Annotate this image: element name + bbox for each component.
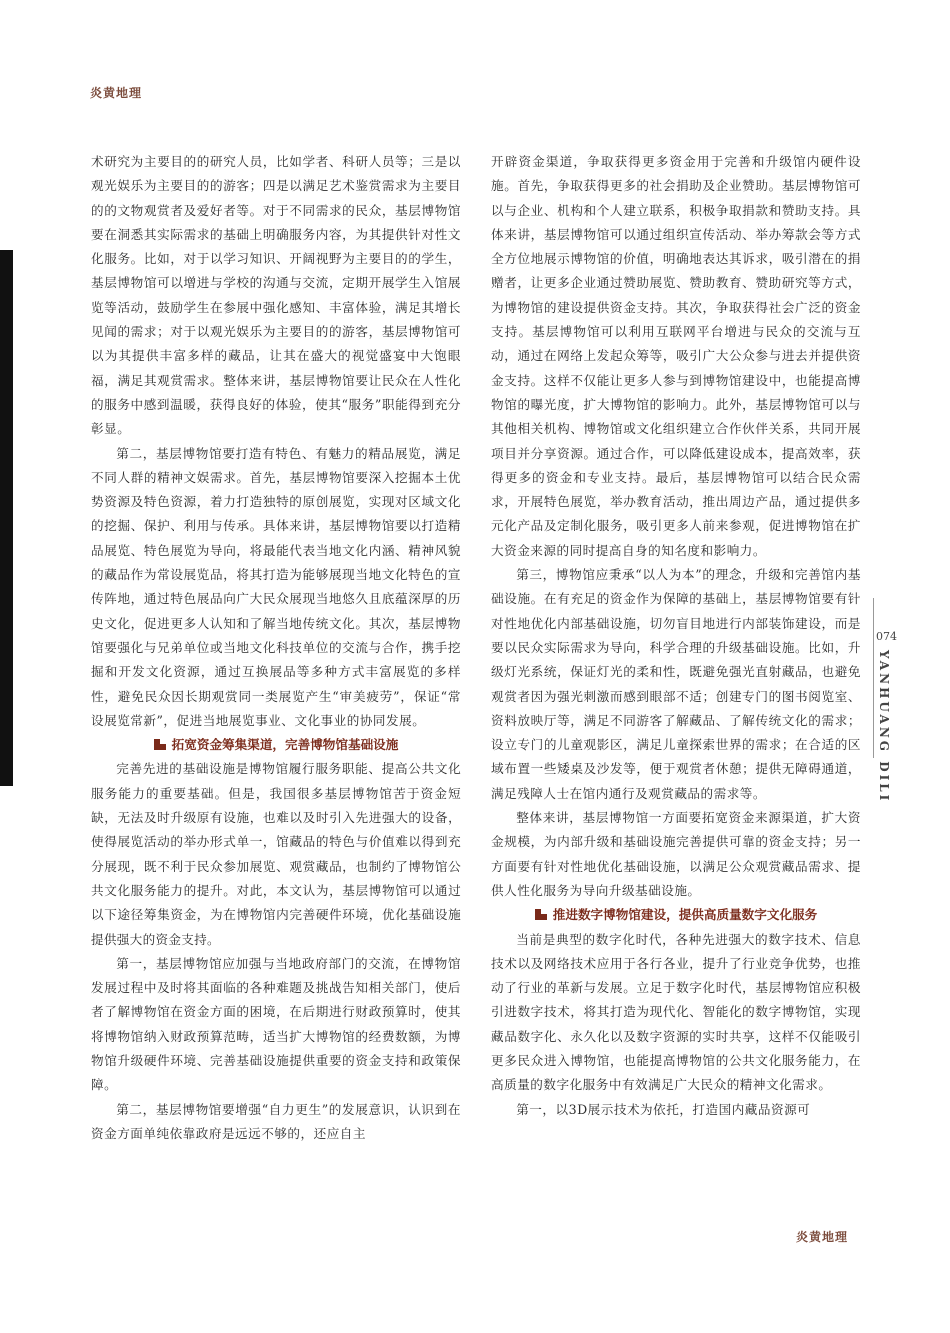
left-column xyxy=(91,150,461,1146)
margin-rule xyxy=(873,598,874,758)
decorative-side-bar xyxy=(0,250,13,786)
section-heading-text: 拓宽资金筹集渠道，完善博物馆基础设施 xyxy=(171,737,399,753)
paragraph: 第二，基层博物馆要打造有特色、有魅力的精品展览，满足不同人群的精神文娱需求。首先，基层博物馆要深入挖掘本土优势资源及特色资源，着力打造独特的原创展览，实现对区域文化的挖掘、保护、利用与传承。具体来讲，基层博物馆要以打造精品展览、特色展览为导向，将最能代表当地文化内涵、精神风貌的藏品作为常设展览品，将其打造为能够展现当地文化特色的宣传阵地，通过特色展品向广大民众展现当地悠久且底蕴深厚的历史文化，促进更多人认知和了解当地传统文化。其次，基层博物馆要强化与兄弟单位或当地文化科技单位的交流与合作，携手挖掘和开发文化资源，通过互换展品等多种方式丰富展览的多样性，避免民众因长期观赏同一类展览产生“审美疲劳”，保证“常设展览常新”，促进当地展览事业、文化事业的协同发展。 xyxy=(91,445,461,728)
running-title: YANHUANG DILI xyxy=(877,650,891,804)
paragraph: 术研究为主要目的的研究人员，比如学者、科研人员等；三是以观光娱乐为主要目的的游客；四是以满足艺术鉴赏需求为主要目的的文物观赏者及爱好者等。对于不同需求的民众，基层博物馆要在洞悉其实际需求的基础上明确服务内容，为其提供针对性文化服务。比如，对于以学习知识、开阔视野为主要目的的学生，基层博物馆可以增进与学校的沟通与交流，定期开展学生入馆展览等活动，鼓励学生在参展中强化感知、丰富体验，满足其增长见闻的需求；对于以观光娱乐为主要目的的游客，基层博物馆可以为其提供丰富多样的藏品，让其在盛大的视觉盛宴中大饱眼福，满足其观赏需求。整体来讲，基层博物馆要让民众在人性化的服务中感到温暖，获得良好的体验，使其“服务”职能得到充分彰显。 xyxy=(91,154,461,437)
header-magazine-title: 炎黄地理 xyxy=(90,86,143,100)
right-column xyxy=(491,150,861,1122)
paragraph: 第三，博物馆应秉承“以人为本”的理念，升级和完善馆内基础设施。在有充足的资金作为保障的基础上，基层博物馆要有针对性地优化内部基础设施，切勿盲目地进行内部装饰建设，而是要以民众实际需求为导向，科学合理的升级基础设施。比如，升级灯光系统，保证灯光的柔和性，既避免强光直射藏品，也避免观赏者因为强光刺激而感到眼部不适；创建专门的图书阅览室、资料放映厅等，满足不同游客了解藏品、了解传统文化的需求；设立专门的儿童观影区，满足儿童探索世界的需求；在合适的区域布置一些矮桌及沙发等，便于观赏者休憩；提供无障碍通道，满足残障人士在馆内通行及观赏藏品的需求等。 xyxy=(491,567,861,801)
section-heading xyxy=(491,903,861,927)
section-heading xyxy=(91,733,461,757)
page-number: 074 xyxy=(876,630,897,643)
section-marker-icon xyxy=(154,739,166,750)
paragraph: 开辟资金渠道，争取获得更多资金用于完善和升级馆内硬件设施。首先，争取获得更多的社会捐助及企业赞助。基层博物馆可以与企业、机构和个人建立联系，积极争取捐款和赞助支持。具体来讲，基层博物馆可以通过组织宣传活动、举办筹款会等方式全方位地展示博物馆的价值，明确地表达其诉求，吸引潜在的捐赠者，让更多企业通过赞助展览、赞助教育、赞助研究等方式，为博物馆的建设提供资金支持。其次，争取获得社会广泛的资金支持。基层博物馆可以利用互联网平台增进与民众的交流与互动，通过在网络上发起众筹等，吸引广大公众参与进去并提供资金支持。这样不仅能让更多人参与到博物馆建设中，也能提高博物馆的曝光度，扩大博物馆的影响力。此外，基层博物馆可以与其他相关机构、博物馆或文化组织建立合作伙伴关系，共同开展项目并分享资源。通过合作，可以降低建设成本，提高效率，获得更多的资金和专业支持。最后，基层博物馆可以结合民众需求，开展特色展览，举办教育活动，推出周边产品，通过提供多元化产品及定制化服务，吸引更多人前来参观，促进博物馆在扩大资金来源的同时提高自身的知名度和影响力。 xyxy=(491,154,861,558)
paragraph: 当前是典型的数字化时代，各种先进强大的数字技术、信息技术以及网络技术应用于各行各业，提升了行业竞争优势，也推动了行业的革新与发展。立足于数字化时代，基层博物馆应积极引进数字技术，将其打造为现代化、智能化的数字博物馆，实现藏品数字化、永久化以及数字资源的实时共享，这样不仅能吸引更多民众进入博物馆，也能提高博物馆的公共文化服务能力，在高质量的数字化服务中有效满足广大民众的精神文化需求。 xyxy=(491,931,861,1093)
section-heading-text: 推进数字博物馆建设，提供高质量数字文化服务 xyxy=(552,907,818,923)
footer-magazine-title: 炎黄地理 xyxy=(796,1230,849,1244)
paragraph: 第一，基层博物馆应加强与当地政府部门的交流，在博物馆发展过程中及时将其面临的各种难题及挑战告知相关部门，使后者了解博物馆在资金方面的困境，在后期进行财政预算时，使其将博物馆纳入财政预算范畴，适当扩大博物馆的经费数额，为博物馆升级硬件环境、完善基础设施提供重要的资金支持和政策保障。 xyxy=(91,955,461,1093)
paragraph: 第一，以3D展示技术为依托，打造国内藏品资源可 xyxy=(516,1101,811,1117)
paragraph: 整体来讲，基层博物馆一方面要拓宽资金来源渠道，扩大资金规模，为内部升级和基础设施完善提供可靠的资金支持；另一方面要有针对性地优化基础设施，以满足公众观赏藏品需求、提供人性化服务为导向升级基础设施。 xyxy=(491,810,861,898)
paragraph: 完善先进的基础设施是博物馆履行服务职能、提高公共文化服务能力的重要基础。但是，我国很多基层博物馆苦于资金短缺，无法及时升级原有设施，也难以及时引入先进强大的设备，使得展览活动的举办形式单一，馆藏品的特色与价值难以得到充分展现，既不利于民众参加展览、观赏藏品，也制约了博物馆公共文化服务能力的提升。对此，本文认为，基层博物馆可以通过以下途径筹集资金，为在博物馆内完善硬件环境，优化基础设施提供强大的资金支持。 xyxy=(91,761,461,947)
paragraph: 第二，基层博物馆要增强“自力更生”的发展意识，认识到在资金方面单纯依靠政府是远远不够的，还应自主 xyxy=(91,1101,461,1141)
section-marker-icon xyxy=(535,909,547,920)
